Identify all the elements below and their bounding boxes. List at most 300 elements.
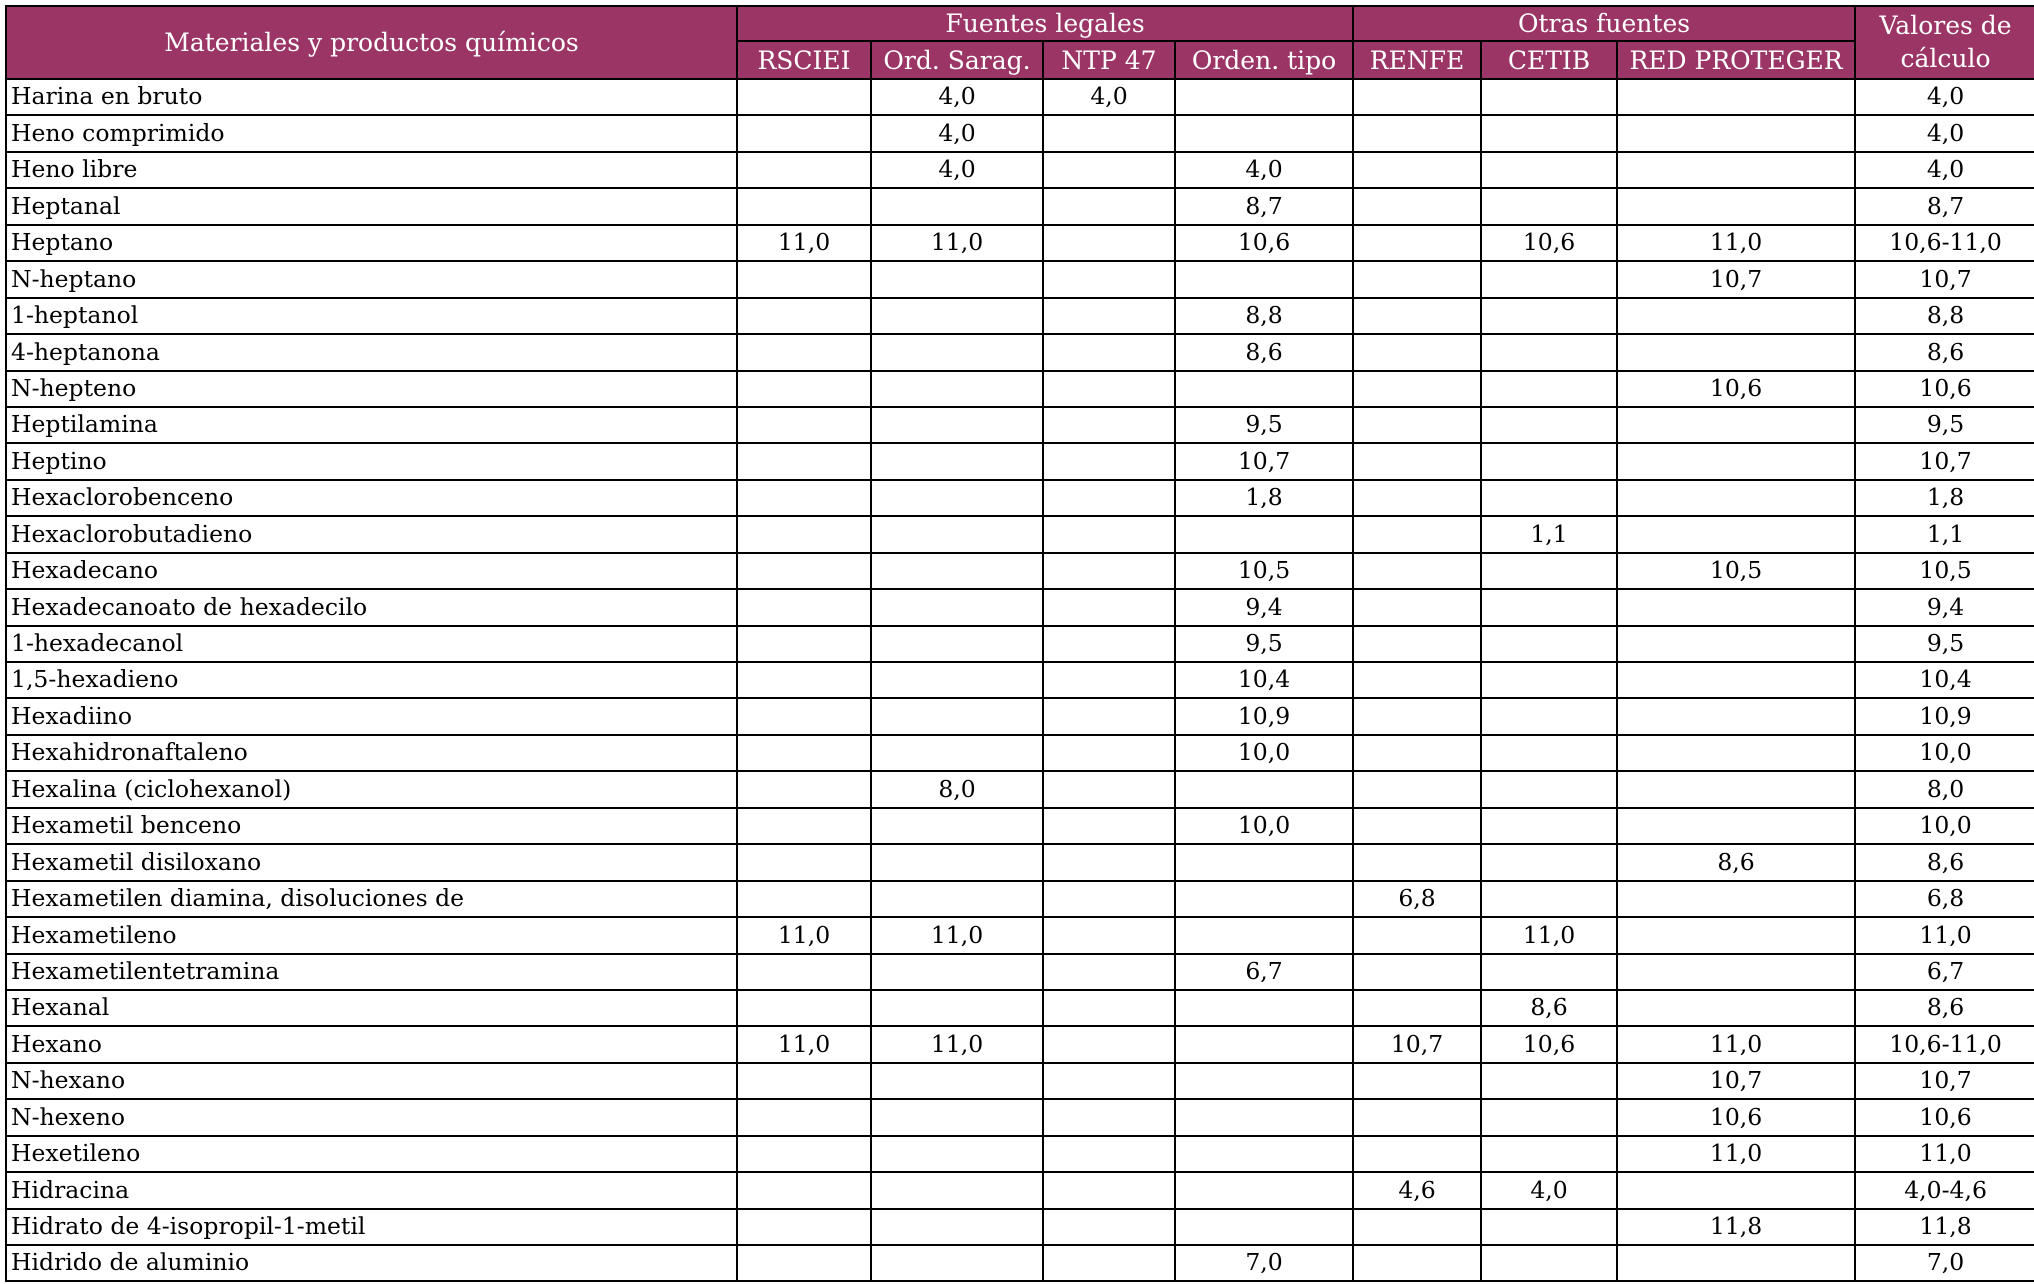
value-cell-ntp-47	[1043, 808, 1175, 844]
value-cell-rsciei	[737, 626, 871, 662]
value-cell-renfe	[1353, 1209, 1481, 1245]
calc-value-cell: 8,0	[1855, 771, 2034, 807]
value-cell-ord-sarag	[871, 480, 1043, 516]
value-cell-red-proteger: 10,6	[1617, 371, 1855, 407]
value-cell-red-proteger: 11,0	[1617, 1136, 1855, 1172]
value-cell-ntp-47	[1043, 881, 1175, 917]
calc-value-cell: 8,7	[1855, 188, 2034, 224]
value-cell-orden-tipo	[1175, 261, 1353, 297]
value-cell-ord-sarag	[871, 954, 1043, 990]
value-cell-orden-tipo: 8,6	[1175, 334, 1353, 370]
value-cell-renfe	[1353, 334, 1481, 370]
calc-value-cell: 8,6	[1855, 844, 2034, 880]
column-header-cetib: CETIB	[1481, 41, 1617, 79]
value-cell-ord-sarag	[871, 1136, 1043, 1172]
material-name-cell: Hidrido de aluminio	[6, 1245, 737, 1281]
value-cell-red-proteger	[1617, 1172, 1855, 1208]
value-cell-ord-sarag	[871, 589, 1043, 625]
material-name-cell: Harina en bruto	[6, 79, 737, 115]
value-cell-red-proteger	[1617, 188, 1855, 224]
value-cell-orden-tipo	[1175, 990, 1353, 1026]
value-cell-red-proteger	[1617, 443, 1855, 479]
value-cell-ord-sarag	[871, 1245, 1043, 1281]
value-cell-ord-sarag: 8,0	[871, 771, 1043, 807]
value-cell-rsciei	[737, 1172, 871, 1208]
table-row	[6, 1136, 2034, 1172]
value-cell-cetib	[1481, 553, 1617, 589]
value-cell-cetib	[1481, 407, 1617, 443]
value-cell-rsciei	[737, 407, 871, 443]
value-cell-orden-tipo: 8,8	[1175, 298, 1353, 334]
value-cell-orden-tipo	[1175, 917, 1353, 953]
value-cell-renfe	[1353, 698, 1481, 734]
column-header-red-proteger: RED PROTEGER	[1617, 41, 1855, 79]
calc-value-cell: 7,0	[1855, 1245, 2034, 1281]
value-cell-ord-sarag: 4,0	[871, 115, 1043, 151]
calc-value-cell: 4,0	[1855, 79, 2034, 115]
calc-value-cell: 9,4	[1855, 589, 2034, 625]
data-table-container	[5, 5, 2034, 1282]
value-cell-ntp-47	[1043, 152, 1175, 188]
value-cell-ntp-47	[1043, 516, 1175, 552]
material-name-cell: Hexalina (ciclohexanol)	[6, 771, 737, 807]
value-cell-orden-tipo	[1175, 881, 1353, 917]
legal-sources-group-header: Fuentes legales	[737, 6, 1353, 41]
value-cell-orden-tipo	[1175, 1209, 1353, 1245]
material-name-cell: Hexametil disiloxano	[6, 844, 737, 880]
value-cell-orden-tipo	[1175, 1136, 1353, 1172]
table-row	[6, 1172, 2034, 1208]
value-cell-rsciei	[737, 1136, 871, 1172]
value-cell-ntp-47: 4,0	[1043, 79, 1175, 115]
material-name-cell: Hexano	[6, 1026, 737, 1062]
value-cell-ntp-47	[1043, 589, 1175, 625]
material-name-cell: Hexadiino	[6, 698, 737, 734]
value-cell-cetib	[1481, 115, 1617, 151]
table-row	[6, 79, 2034, 115]
calc-value-cell: 6,7	[1855, 954, 2034, 990]
table-row	[6, 954, 2034, 990]
value-cell-cetib	[1481, 844, 1617, 880]
value-cell-ord-sarag	[871, 1172, 1043, 1208]
calc-value-cell: 10,6	[1855, 371, 2034, 407]
value-cell-ntp-47	[1043, 698, 1175, 734]
value-cell-red-proteger: 11,0	[1617, 1026, 1855, 1062]
value-cell-red-proteger	[1617, 1245, 1855, 1281]
value-cell-ntp-47	[1043, 990, 1175, 1026]
value-cell-renfe	[1353, 1099, 1481, 1135]
material-name-cell: Hexanal	[6, 990, 737, 1026]
material-name-cell: Hexadecano	[6, 553, 737, 589]
table-row	[6, 371, 2034, 407]
table-row	[6, 115, 2034, 151]
value-cell-orden-tipo: 10,0	[1175, 735, 1353, 771]
value-cell-ord-sarag	[871, 1063, 1043, 1099]
other-sources-group-header: Otras fuentes	[1353, 6, 1855, 41]
value-cell-orden-tipo	[1175, 844, 1353, 880]
value-cell-cetib	[1481, 662, 1617, 698]
column-header-ord-sarag: Ord. Sarag.	[871, 41, 1043, 79]
table-row	[6, 662, 2034, 698]
value-cell-red-proteger: 10,7	[1617, 261, 1855, 297]
value-cell-ord-sarag: 11,0	[871, 917, 1043, 953]
material-name-cell: 4-heptanona	[6, 334, 737, 370]
value-cell-ntp-47	[1043, 662, 1175, 698]
material-name-cell: Hexadecanoato de hexadecilo	[6, 589, 737, 625]
value-cell-orden-tipo: 4,0	[1175, 152, 1353, 188]
material-name-cell: Hexametil benceno	[6, 808, 737, 844]
value-cell-orden-tipo: 10,4	[1175, 662, 1353, 698]
value-cell-red-proteger	[1617, 589, 1855, 625]
value-cell-rsciei	[737, 844, 871, 880]
value-cell-ntp-47	[1043, 1099, 1175, 1135]
value-cell-ntp-47	[1043, 480, 1175, 516]
value-cell-red-proteger: 10,6	[1617, 1099, 1855, 1135]
value-cell-red-proteger	[1617, 771, 1855, 807]
value-cell-cetib	[1481, 881, 1617, 917]
value-cell-rsciei	[737, 990, 871, 1026]
calc-value-cell: 8,8	[1855, 298, 2034, 334]
value-cell-renfe	[1353, 480, 1481, 516]
value-cell-ord-sarag	[871, 881, 1043, 917]
value-cell-rsciei: 11,0	[737, 1026, 871, 1062]
value-cell-ord-sarag	[871, 371, 1043, 407]
table-row	[6, 407, 2034, 443]
calc-value-cell: 1,1	[1855, 516, 2034, 552]
value-cell-orden-tipo: 6,7	[1175, 954, 1353, 990]
table-row	[6, 1026, 2034, 1062]
value-cell-ord-sarag	[871, 698, 1043, 734]
value-cell-rsciei: 11,0	[737, 917, 871, 953]
calc-value-cell: 10,6	[1855, 1099, 2034, 1135]
value-cell-ord-sarag	[871, 443, 1043, 479]
value-cell-orden-tipo: 10,0	[1175, 808, 1353, 844]
value-cell-ord-sarag: 4,0	[871, 79, 1043, 115]
value-cell-cetib	[1481, 188, 1617, 224]
value-cell-red-proteger	[1617, 662, 1855, 698]
value-cell-renfe	[1353, 1245, 1481, 1281]
value-cell-cetib	[1481, 589, 1617, 625]
calc-value-cell: 11,0	[1855, 1136, 2034, 1172]
value-cell-rsciei	[737, 589, 871, 625]
value-cell-red-proteger: 11,0	[1617, 225, 1855, 261]
value-cell-renfe	[1353, 516, 1481, 552]
value-cell-rsciei	[737, 334, 871, 370]
table-row	[6, 152, 2034, 188]
calc-values-column-header	[1855, 6, 2034, 79]
value-cell-orden-tipo	[1175, 79, 1353, 115]
table-row	[6, 626, 2034, 662]
value-cell-orden-tipo: 10,6	[1175, 225, 1353, 261]
calc-value-cell: 1,8	[1855, 480, 2034, 516]
value-cell-renfe	[1353, 152, 1481, 188]
value-cell-orden-tipo	[1175, 371, 1353, 407]
value-cell-rsciei	[737, 79, 871, 115]
value-cell-rsciei	[737, 443, 871, 479]
value-cell-cetib	[1481, 298, 1617, 334]
value-cell-renfe: 6,8	[1353, 881, 1481, 917]
value-cell-ntp-47	[1043, 1209, 1175, 1245]
value-cell-orden-tipo: 8,7	[1175, 188, 1353, 224]
value-cell-cetib	[1481, 771, 1617, 807]
value-cell-renfe	[1353, 298, 1481, 334]
value-cell-red-proteger	[1617, 407, 1855, 443]
calc-value-cell: 10,6-11,0	[1855, 225, 2034, 261]
value-cell-renfe	[1353, 771, 1481, 807]
value-cell-ntp-47	[1043, 371, 1175, 407]
value-cell-orden-tipo	[1175, 1172, 1353, 1208]
value-cell-renfe	[1353, 371, 1481, 407]
value-cell-renfe	[1353, 589, 1481, 625]
calc-value-cell: 11,8	[1855, 1209, 2034, 1245]
value-cell-rsciei	[737, 1063, 871, 1099]
value-cell-ntp-47	[1043, 553, 1175, 589]
material-name-cell: 1-heptanol	[6, 298, 737, 334]
material-name-cell: Hidrato de 4-isopropil-1-metil	[6, 1209, 737, 1245]
value-cell-cetib: 1,1	[1481, 516, 1617, 552]
value-cell-renfe: 4,6	[1353, 1172, 1481, 1208]
table-row	[6, 917, 2034, 953]
value-cell-cetib	[1481, 443, 1617, 479]
value-cell-cetib: 11,0	[1481, 917, 1617, 953]
value-cell-ord-sarag	[871, 188, 1043, 224]
calc-value-cell: 8,6	[1855, 334, 2034, 370]
value-cell-renfe	[1353, 990, 1481, 1026]
value-cell-ntp-47	[1043, 626, 1175, 662]
value-cell-rsciei	[737, 1099, 871, 1135]
calc-value-cell: 10,5	[1855, 553, 2034, 589]
calc-value-cell: 11,0	[1855, 917, 2034, 953]
material-name-cell: Hidracina	[6, 1172, 737, 1208]
table-row	[6, 261, 2034, 297]
value-cell-rsciei	[737, 152, 871, 188]
table-row	[6, 1063, 2034, 1099]
value-cell-cetib	[1481, 1136, 1617, 1172]
material-name-cell: N-hepteno	[6, 371, 737, 407]
value-cell-rsciei	[737, 261, 871, 297]
table-row	[6, 188, 2034, 224]
value-cell-renfe	[1353, 735, 1481, 771]
column-header-orden-tipo: Orden. tipo	[1175, 41, 1353, 79]
value-cell-red-proteger	[1617, 480, 1855, 516]
value-cell-red-proteger	[1617, 954, 1855, 990]
value-cell-cetib: 4,0	[1481, 1172, 1617, 1208]
table-body	[6, 79, 2034, 1281]
value-cell-renfe	[1353, 115, 1481, 151]
value-cell-renfe	[1353, 188, 1481, 224]
value-cell-renfe	[1353, 79, 1481, 115]
table-row	[6, 881, 2034, 917]
value-cell-rsciei	[737, 115, 871, 151]
material-name-cell: Heptino	[6, 443, 737, 479]
value-cell-cetib	[1481, 1063, 1617, 1099]
value-cell-ntp-47	[1043, 1063, 1175, 1099]
value-cell-ntp-47	[1043, 954, 1175, 990]
value-cell-cetib	[1481, 735, 1617, 771]
material-name-cell: Hexetileno	[6, 1136, 737, 1172]
value-cell-orden-tipo: 9,5	[1175, 626, 1353, 662]
value-cell-ord-sarag	[871, 516, 1043, 552]
value-cell-cetib	[1481, 698, 1617, 734]
value-cell-rsciei	[737, 735, 871, 771]
value-cell-renfe	[1353, 261, 1481, 297]
table-row	[6, 516, 2034, 552]
calc-value-cell: 4,0	[1855, 152, 2034, 188]
calc-value-cell: 6,8	[1855, 881, 2034, 917]
material-name-cell: Heno comprimido	[6, 115, 737, 151]
value-cell-rsciei	[737, 516, 871, 552]
value-cell-red-proteger	[1617, 626, 1855, 662]
material-name-cell: Hexametileno	[6, 917, 737, 953]
material-name-cell: Hexametilen diamina, disoluciones de	[6, 881, 737, 917]
value-cell-ord-sarag	[871, 844, 1043, 880]
value-cell-cetib	[1481, 371, 1617, 407]
value-cell-rsciei	[737, 662, 871, 698]
material-name-cell: N-heptano	[6, 261, 737, 297]
calc-value-cell: 8,6	[1855, 990, 2034, 1026]
calc-header-line2: cálculo	[1900, 43, 1991, 73]
value-cell-rsciei	[737, 881, 871, 917]
column-header-rsciei: RSCIEI	[737, 41, 871, 79]
material-name-cell: 1,5-hexadieno	[6, 662, 737, 698]
calc-value-cell: 10,0	[1855, 808, 2034, 844]
value-cell-cetib: 10,6	[1481, 225, 1617, 261]
table-row	[6, 589, 2034, 625]
value-cell-ord-sarag	[871, 990, 1043, 1026]
value-cell-ntp-47	[1043, 261, 1175, 297]
value-cell-ntp-47	[1043, 225, 1175, 261]
value-cell-rsciei	[737, 298, 871, 334]
value-cell-orden-tipo: 9,5	[1175, 407, 1353, 443]
material-name-cell: N-hexeno	[6, 1099, 737, 1135]
value-cell-ntp-47	[1043, 735, 1175, 771]
value-cell-red-proteger	[1617, 334, 1855, 370]
value-cell-orden-tipo: 7,0	[1175, 1245, 1353, 1281]
table-row	[6, 553, 2034, 589]
value-cell-red-proteger	[1617, 735, 1855, 771]
value-cell-orden-tipo: 10,7	[1175, 443, 1353, 479]
value-cell-ntp-47	[1043, 1026, 1175, 1062]
value-cell-rsciei	[737, 553, 871, 589]
value-cell-orden-tipo: 9,4	[1175, 589, 1353, 625]
value-cell-renfe	[1353, 407, 1481, 443]
value-cell-cetib: 8,6	[1481, 990, 1617, 1026]
value-cell-orden-tipo: 1,8	[1175, 480, 1353, 516]
value-cell-red-proteger: 8,6	[1617, 844, 1855, 880]
calc-value-cell: 10,7	[1855, 443, 2034, 479]
value-cell-ord-sarag	[871, 808, 1043, 844]
value-cell-ntp-47	[1043, 115, 1175, 151]
value-cell-rsciei	[737, 480, 871, 516]
value-cell-red-proteger	[1617, 152, 1855, 188]
value-cell-ntp-47	[1043, 334, 1175, 370]
value-cell-red-proteger: 10,5	[1617, 553, 1855, 589]
calc-header-line1: Valores de	[1879, 11, 2012, 40]
calc-value-cell: 10,6-11,0	[1855, 1026, 2034, 1062]
column-header-ntp-47: NTP 47	[1043, 41, 1175, 79]
value-cell-cetib	[1481, 79, 1617, 115]
materials-column-header: Materiales y productos químicos	[6, 6, 737, 79]
value-cell-rsciei	[737, 954, 871, 990]
value-cell-red-proteger	[1617, 115, 1855, 151]
value-cell-cetib	[1481, 1209, 1617, 1245]
value-cell-cetib	[1481, 808, 1617, 844]
value-cell-ord-sarag	[871, 334, 1043, 370]
value-cell-rsciei: 11,0	[737, 225, 871, 261]
value-cell-ord-sarag	[871, 1099, 1043, 1135]
value-cell-rsciei	[737, 771, 871, 807]
value-cell-ord-sarag	[871, 626, 1043, 662]
value-cell-orden-tipo	[1175, 771, 1353, 807]
value-cell-ord-sarag: 4,0	[871, 152, 1043, 188]
value-cell-rsciei	[737, 1209, 871, 1245]
material-name-cell: Heno libre	[6, 152, 737, 188]
table-row	[6, 808, 2034, 844]
value-cell-renfe	[1353, 553, 1481, 589]
value-cell-cetib	[1481, 954, 1617, 990]
table-row	[6, 480, 2034, 516]
value-cell-ntp-47	[1043, 771, 1175, 807]
table-row	[6, 334, 2034, 370]
material-name-cell: Hexametilentetramina	[6, 954, 737, 990]
value-cell-cetib	[1481, 626, 1617, 662]
value-cell-ntp-47	[1043, 407, 1175, 443]
header-row-groups	[6, 6, 2034, 41]
value-cell-orden-tipo	[1175, 115, 1353, 151]
value-cell-cetib	[1481, 334, 1617, 370]
value-cell-rsciei	[737, 371, 871, 407]
value-cell-ntp-47	[1043, 917, 1175, 953]
value-cell-renfe	[1353, 443, 1481, 479]
value-cell-ord-sarag	[871, 662, 1043, 698]
material-name-cell: Hexaclorobenceno	[6, 480, 737, 516]
value-cell-renfe	[1353, 917, 1481, 953]
table-row	[6, 1209, 2034, 1245]
table-row	[6, 298, 2034, 334]
value-cell-red-proteger: 10,7	[1617, 1063, 1855, 1099]
value-cell-renfe	[1353, 626, 1481, 662]
value-cell-orden-tipo: 10,9	[1175, 698, 1353, 734]
value-cell-red-proteger	[1617, 298, 1855, 334]
value-cell-ntp-47	[1043, 1245, 1175, 1281]
value-cell-renfe	[1353, 844, 1481, 880]
material-name-cell: N-hexano	[6, 1063, 737, 1099]
value-cell-red-proteger	[1617, 990, 1855, 1026]
value-cell-cetib	[1481, 480, 1617, 516]
value-cell-renfe: 10,7	[1353, 1026, 1481, 1062]
value-cell-ord-sarag	[871, 407, 1043, 443]
value-cell-ntp-47	[1043, 1172, 1175, 1208]
calc-value-cell: 10,7	[1855, 1063, 2034, 1099]
material-name-cell: Hexahidronaftaleno	[6, 735, 737, 771]
value-cell-orden-tipo	[1175, 1063, 1353, 1099]
value-cell-rsciei	[737, 698, 871, 734]
value-cell-orden-tipo	[1175, 516, 1353, 552]
value-cell-renfe	[1353, 808, 1481, 844]
value-cell-ntp-47	[1043, 1136, 1175, 1172]
table-row	[6, 735, 2034, 771]
column-header-renfe: RENFE	[1353, 41, 1481, 79]
value-cell-red-proteger: 11,8	[1617, 1209, 1855, 1245]
value-cell-renfe	[1353, 662, 1481, 698]
calc-value-cell: 10,0	[1855, 735, 2034, 771]
table-row	[6, 698, 2034, 734]
value-cell-ord-sarag	[871, 261, 1043, 297]
value-cell-renfe	[1353, 1063, 1481, 1099]
value-cell-renfe	[1353, 225, 1481, 261]
table-row	[6, 771, 2034, 807]
calc-value-cell: 9,5	[1855, 626, 2034, 662]
